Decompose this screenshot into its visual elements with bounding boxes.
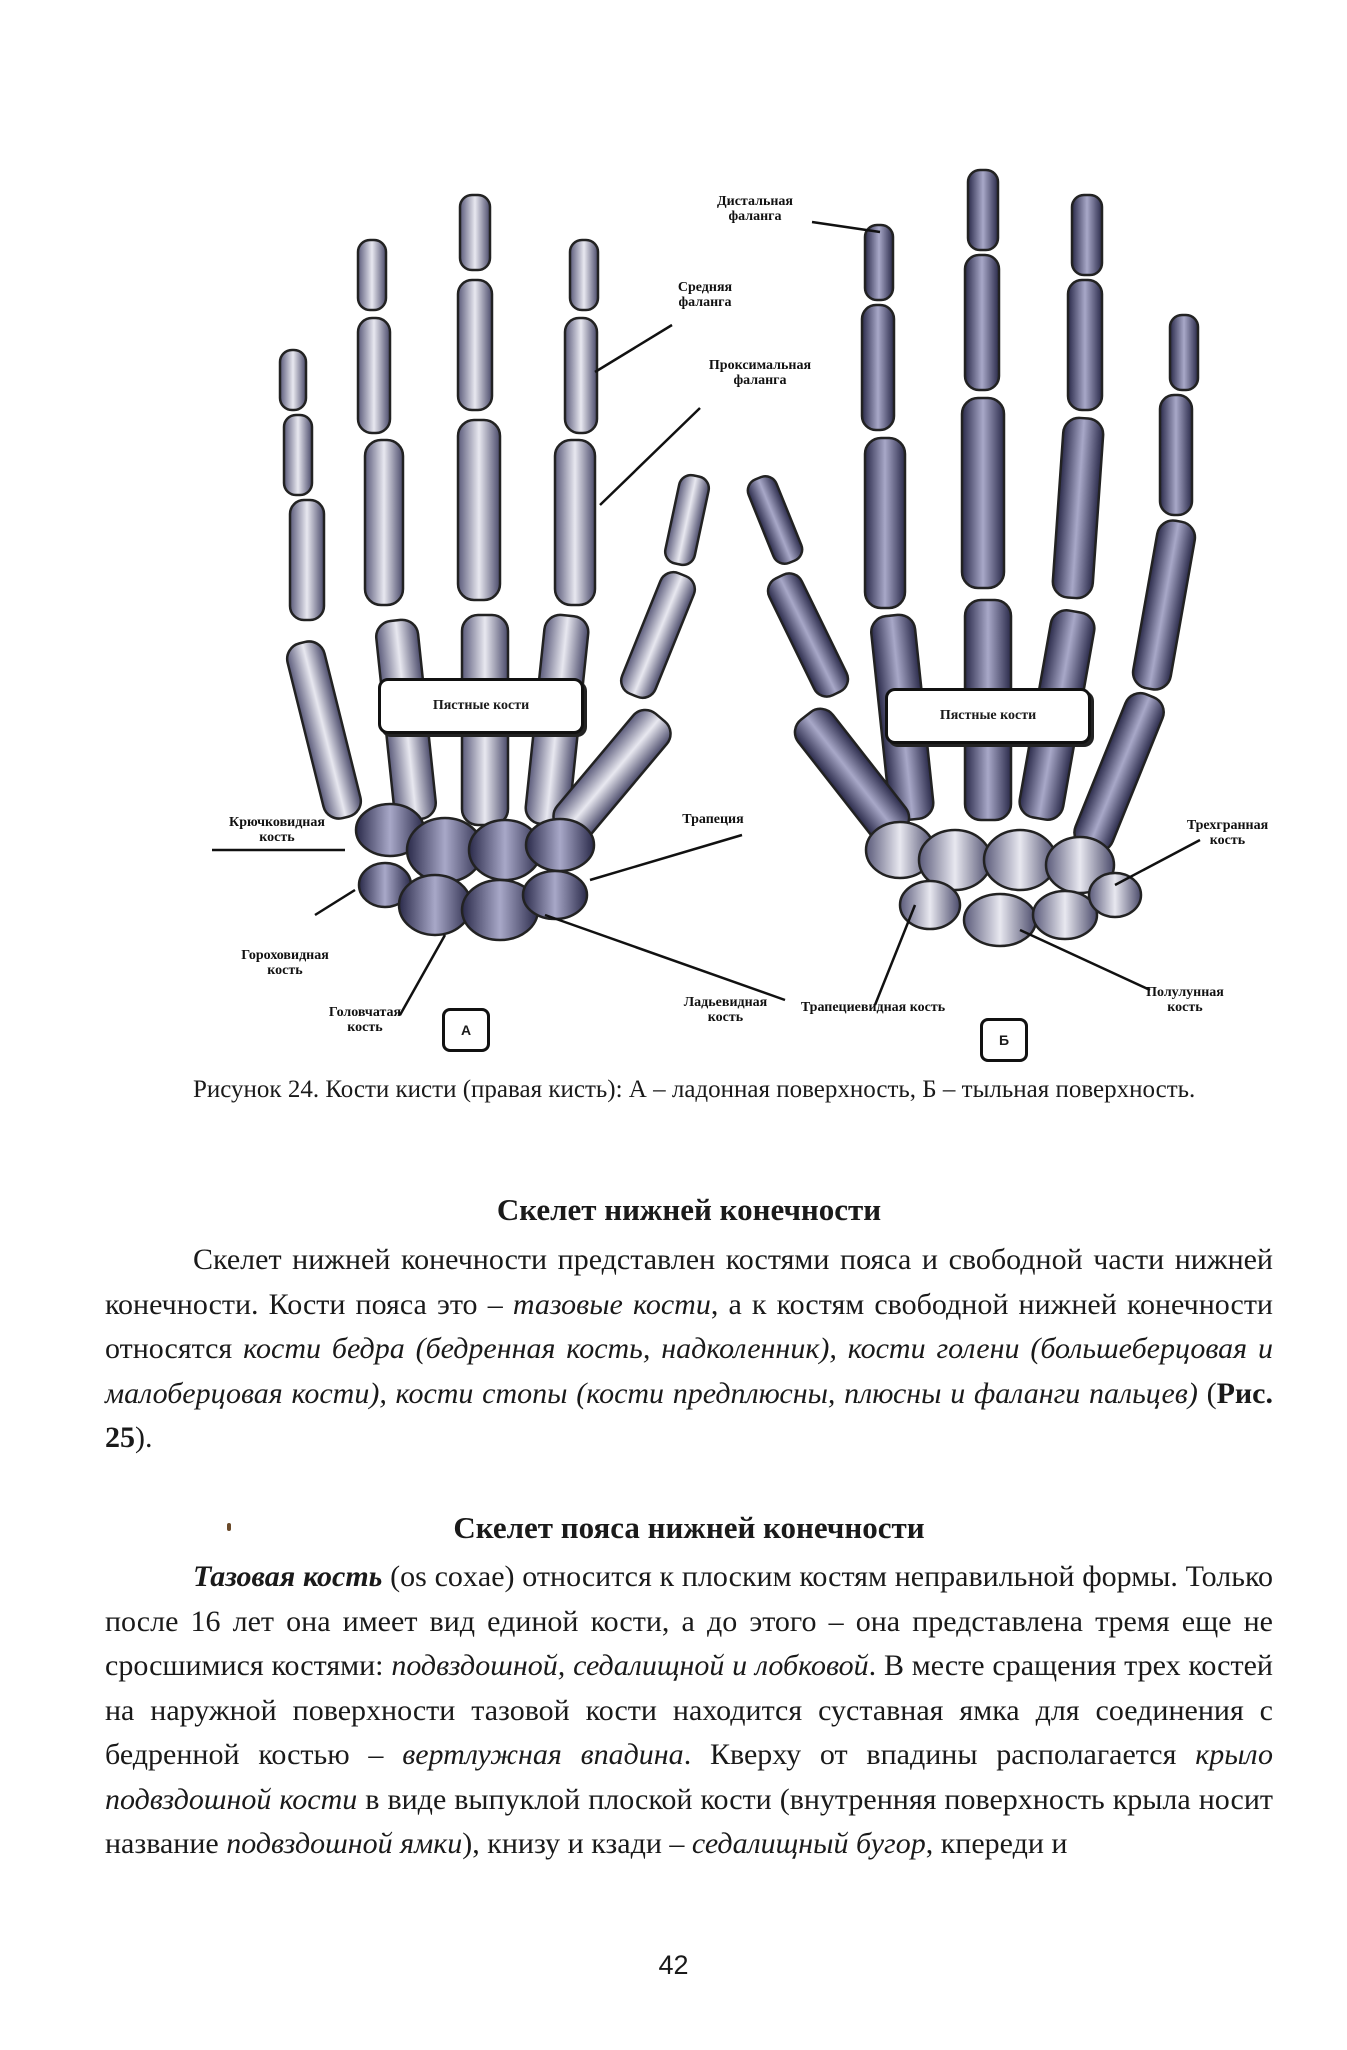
panel-a-letter: А — [442, 1008, 490, 1052]
page-number: 42 — [658, 1950, 689, 1980]
section-heading-lower-limb: Скелет нижней конечности — [496, 1192, 882, 1227]
paragraph-lower-limb: Скелет нижней конечности представлен костями пояса и свободной части нижней конечности. Кости пояса это – тазовые кости, а к костям свободной нижней конечности относятся кости бедра (бедренная кость, надколенник), кости голени (большеберцовая и малоберцовая кости), кости стопы (кости предплюсны, плюсны и фаланги пальцев) (Рис. 25). — [105, 1243, 1273, 1454]
dorsal-hand — [744, 170, 1198, 946]
label-pisiform: Гороховидная кость — [241, 948, 329, 978]
label-triquetrum: Трехгранная кость — [1186, 818, 1269, 848]
label-distal-phalanx: Дистальная фаланга — [717, 194, 793, 224]
section-heading-pelvic-girdle: Скелет пояса нижней конечности — [453, 1510, 925, 1545]
label-middle-phalanx: Средняя фаланга — [677, 280, 733, 310]
label-capitate: Головчатая кость — [328, 1005, 402, 1035]
label-proximal-phalanx: Проксимальная фаланга — [708, 358, 812, 388]
paragraph-pelvic-bone: Тазовая кость (os coxae) относится к плоским костям неправильной формы. Только после 16 лет она имеет вид единой кости, а до этого – она представлена тремя еще не сросшимися костями: подвздошной, седалищной и лобковой. В месте сращения трех костей на наружной поверхности тазовой кости находится суставная ямка для соединения с бедренной костью – вертлужная впадина. Кверху от впадины располагается крыло подвздошной кости в виде выпуклой плоской кости (внутренняя поверхность крыла носит название подвздошной ямки), книзу и кзади – седалищный бугор, кпереди и — [105, 1560, 1273, 1860]
panel-b-letter: Б — [980, 1018, 1028, 1062]
label-trapezoid: Трапециевидная кость — [800, 1000, 946, 1015]
label-scaphoid: Ладьевидная кость — [683, 995, 768, 1025]
palmar-hand — [280, 195, 711, 940]
label-trapezium: Трапеция — [682, 812, 744, 827]
metacarpals-box-a: Пястные кости — [378, 678, 584, 734]
label-lunate: Полулунная кость — [1146, 985, 1224, 1015]
metacarpals-box-b: Пястные кости — [885, 688, 1091, 744]
label-hamate: Крючковидная кость — [229, 815, 325, 845]
figure-caption: Рисунок 24. Кости кисти (правая кисть): А – ладонная поверхность, Б – тыльная поверхность. — [193, 1076, 1196, 1103]
